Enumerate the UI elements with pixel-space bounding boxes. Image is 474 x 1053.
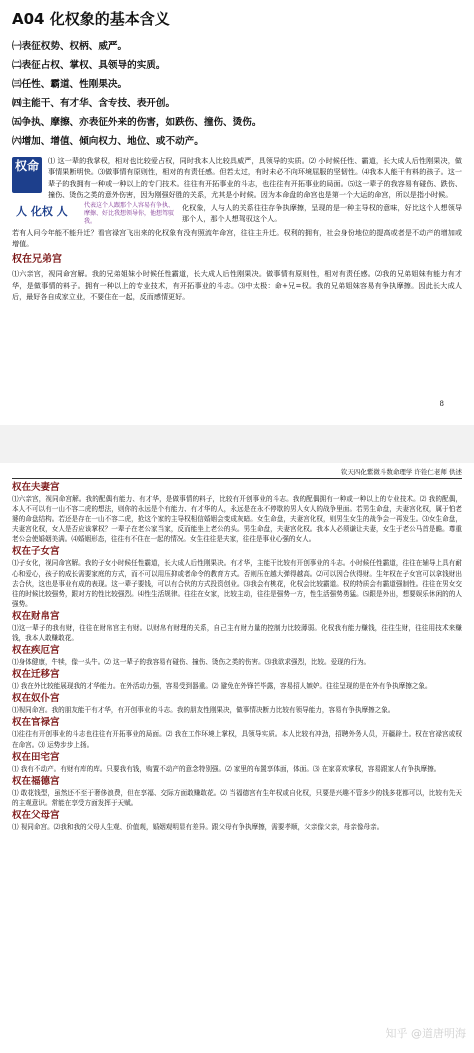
section-heading: 权在父母宫	[12, 809, 60, 821]
section-body: ⑴视同命宫。我的朋友能干有才华，有开创事业的斗志。我的朋友性刚果决，做事情决断力比较有领导能力，容易有争执摩擦之象。	[12, 706, 395, 715]
running-header: 钦天四化紫微斗数命理学 许铨仁老师 供述	[12, 467, 462, 479]
section-heading: 权在疾厄宫	[12, 645, 60, 657]
section-jie	[12, 644, 462, 667]
point-item: ㈥增加、增值、倾向权力、地位、或不动产。	[12, 136, 204, 147]
section-guanlu	[12, 716, 462, 749]
point-item: ㈤争执、摩擦、亦表征外来的伤害，如跌伤、撞伤、烫伤。	[12, 117, 262, 128]
page-one	[0, 0, 474, 425]
relation-text: 化权象，人与人的关系往往存争执摩擦，呈现的是一种主导权的意味，好比这个人想领导那个人，那个人想驾驭这个人。	[182, 203, 462, 224]
section-fumu	[12, 809, 462, 832]
quan-ming-badge: 权命	[12, 157, 42, 193]
section-heading: 权在子女宫	[12, 546, 60, 558]
point-item: ㈠表征权势、权柄、威严。	[12, 41, 128, 52]
section-tianzhai	[12, 751, 462, 774]
zhihu-watermark: 知乎 @道唐明海	[385, 1027, 466, 1040]
section-nupu	[12, 692, 462, 715]
page-divider	[0, 425, 474, 463]
section-zinv	[12, 545, 462, 608]
relation-label	[12, 202, 175, 228]
page-number: 8	[439, 400, 444, 408]
section-xiongdi	[12, 252, 462, 302]
point-item: ㈣主能干、有才华、含专技、表开创。	[12, 98, 176, 109]
section-heading: 权在财帛宫	[12, 610, 60, 622]
point-item: ㈡表征占权、掌权、具领导的实质。	[12, 60, 166, 71]
section-body: ⑴往往有开创事业的斗志也往往有开拓事业的局面。⑵ 我在工作环境上掌权，具领导实质。本人比较有冲劲，招聘外务人员，开疆辟土。权在官禄宫或权在命宫。⑶ 运势步步上扬。	[12, 730, 462, 749]
section-heading: 权在奴仆宫	[12, 693, 60, 705]
section-body: ⑴六亲宫，视同命宫解。我的配偶有能力、有才华，是做事情的料子，比较有开创事业的斗志。我的配偶拥有一种或一种以上的专业技术。⑵ 我的配偶，本人不可以有一山不容二虎的想法，则你的永远是个有能力、有才华的人，永远是在永不停歇的男人女人的战争里面。若男生命盘，夫妻宫化权，属于怕老婆的命盘结构。若还是存在一山不容二虎，抢这个家的主导权相信婚姻会变成灰暗。女生命盘，夫妻宫化权，则男生女生的战争会一再发生。⑶女生命盘，夫妻宫化权，女人是否应该掌权？一辈子在老公家当家，反而能坐上老公的头。男生命盘，夫妻宫化权。我本人必须谦让夫妻，女生于老公马首是瞻。尊重老公会使婚姻美满。⑷婚姻形态，往往有不住在一起的情况。女生往往是夫家，往往是事业心强的女人。	[12, 495, 462, 544]
relation-tag: 代表这个人跟那个人容易有争执、摩擦、好比我想领导你，他想驾驭我。	[84, 202, 175, 226]
page-title: A04 化权象的基本含义	[12, 10, 170, 28]
section-body: ⑴这一辈子的我有财，往往在财帛宫主有财。以财帛有财理的关系，自己主有财力量的控制力比较薄弱。化权我有能力赚钱，往往生财，往往用技术来赚钱，我本人敢赚敢花。	[12, 623, 462, 643]
section-body: ⑴ 我在外比较能展现我的才华能力。在外活动力强，容易受到器重。⑵ 避免在外锋芒毕露，容易招人嫉妒。往往呈现的是在外有争执摩擦之象。	[12, 682, 432, 691]
section-body: ⑴子女化，视同命宫解。我的子女小时候任性霸道，长大成人后性刚果决。有才华，主能干比较有开创事业的斗志。小时候任性霸道，往往在辅导上具有耐心和爱心，孩子的成长需要家庭的方式，而不可以用压抑或者命令的教育方式。否则压在越大弹得越高。⑵可以因合伙得财。生年权在子女宫可以拿钱财出去合伙，这也是事业有成的表现。这一辈子要钱，可以有合伙的方式投资创业。⑶我会有桃花，化权会比较霸道。权的特质会有霸道强制性。往往在男女交往的时候比较强势，跟对方的性比较强烈。⑷性生活规律。往往在女家，比较主动，往往是强势一方，性生活强势勇猛。⑸跟是外出，想要娱乐休闲的的人强势。	[12, 559, 462, 608]
section-body: ⑴六亲宫，视同命宫解。我的兄弟姐妹小时候任性霸道，长大成人后性刚果决。做事情有原则性，相对有责任感。⑵我的兄弟姐妹有能力有才华，是做事情的料子。拥有一种以上的专业技术，有开拓事业的斗志。⑶中太极：命+兄=权。我的兄弟姐妹容易有争执摩擦。因此长大成人后，最好各自成家立业，不要住在一起，反而感情更好。	[12, 269, 462, 301]
section-body: ⑴ 我有不动产。有财有库的库。只要我有钱，购置不动产的意念特别强。⑵ 家里的布置享体面，体面。⑶ 在家喜欢掌权，容易跟家人有争执摩擦。	[12, 764, 441, 773]
section-heading: 权在福德宫	[12, 775, 60, 787]
section-fuqi	[12, 481, 462, 544]
promotion-paragraph: 若有人问今年能不能升迁？看官禄宫飞出来的化权象有没有照流年命宫，往往主升迁。权利的拥有，社会身份地位的提高或者是不动产的增加或增值。	[12, 227, 462, 249]
section-body: ⑴ 敢花钱型，虽然还不至于奢侈浪费，但在享福、交际方面敢赚敢花。⑵ 当福德宫有生年权或自化权，只要是兴趣不管多少的钱多花都可以，比较有先天的主观意识。常能在享受方面发挥于天赋。	[12, 788, 462, 807]
page-two	[0, 463, 474, 1053]
section-fude	[12, 775, 462, 808]
section-heading: 权在官禄宫	[12, 717, 60, 729]
relation-big-label: 人 化权 人	[16, 205, 68, 219]
section-body: ⑴ 视同命宫。⑵我和我的父母人生观、价值观，婚姻观明显有差异。跟父母有争执摩擦，需要孝顺，父亲像父亲，母亲像母亲。	[12, 822, 384, 831]
quan-ming-text: ⑴ 这一辈的我掌权，相对也比较爱占权，同时我本人比较具威严，具领导的实质。⑵ 小时候任性、霸道，长大成人后性刚果决，做事情果断明快。⑶做事情有原则性，相对的有责任感。但若太过，有时未必不向环境屈服的坚韧性。⑷我本人能干有料的孩子。这一辈子的我拥有一种或一种以上的专门技术。往往有开拓事业的斗志，也往往有开拓事业的局面。⑸这一辈子的我容易有碰伤、跌伤、撞伤、烫伤之类的意外伤害，因为刚强好胜的关系，尤其是小时候。因为本命盘的命宫也是第一个大运的命宫，所以是指小时候。	[48, 156, 462, 199]
section-caibo	[12, 610, 462, 643]
section-heading: 权在迁移宫	[12, 669, 60, 681]
quan-ming-box	[12, 155, 462, 200]
section-qianyi	[12, 668, 462, 691]
section-heading: 权在兄弟宫	[12, 254, 62, 266]
section-heading: 权在田宅宫	[12, 751, 60, 763]
relation-box	[12, 202, 462, 225]
section-heading: 权在夫妻宫	[12, 482, 60, 493]
section-body: ⑴身体健康，牛犊，像一头牛。⑵ 这一辈子的我容易有碰伤、撞伤、烫伤之类的伤害。⑶我欲求强烈，比较。爱现的行为。	[12, 658, 371, 667]
point-item: ㈢任性、霸道、性刚果决。	[12, 79, 128, 90]
points-list	[12, 37, 462, 151]
